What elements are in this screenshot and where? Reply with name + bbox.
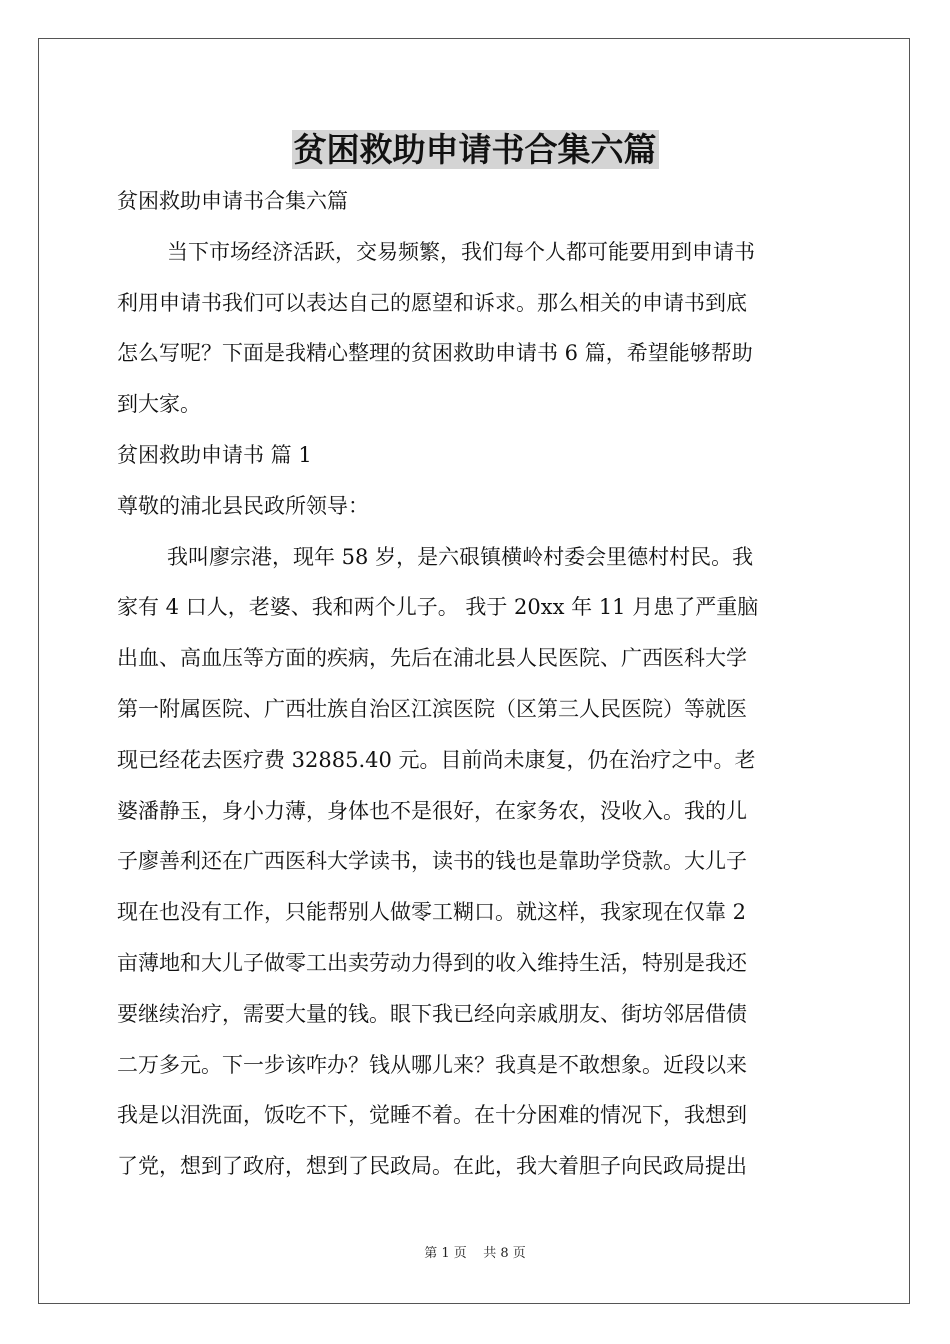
paragraph-line: 现在也没有工作，只能帮别人做零工糊口。就这样，我家现在仅靠 2	[117, 900, 747, 925]
paragraph-line: 亩薄地和大儿子做零工出卖劳动力得到的收入维持生活，特别是我还	[117, 950, 747, 975]
page-number: 第 1 页 共 8 页	[424, 1246, 526, 1261]
paragraph-line: 了党，想到了政府，想到了民政局。在此，我大着胆子向民政局提出	[117, 1154, 747, 1179]
document-title-text: 贫困救助申请书合集六篇	[293, 130, 657, 169]
section-heading: 贫困救助申请书 篇 1	[117, 442, 312, 467]
paragraph-line: 到大家。	[117, 392, 201, 417]
paragraph-line: 家有 4 口人，老婆、我和两个儿子。 我于 20xx 年 11 月患了严重脑	[117, 595, 759, 620]
paragraph-line: 我叫廖宗港，现年 58 岁，是六硍镇横岭村委会里德村村民。我	[167, 544, 754, 569]
paragraph-line: 第一附属医院、广西壮族自治区江滨医院（区第三人民医院）等就医	[117, 696, 747, 721]
paragraph-line: 子廖善利还在广西医科大学读书，读书的钱也是靠助学贷款。大儿子	[117, 849, 747, 874]
paragraph-line: 要继续治疗，需要大量的钱。眼下我已经向亲戚朋友、街坊邻居借债	[117, 1001, 747, 1026]
paragraph-line: 怎么写呢？下面是我精心整理的贫困救助申请书 6 篇，希望能够帮助	[117, 341, 753, 366]
paragraph-line: 二万多元。下一步该咋办？钱从哪儿来？我真是不敢想象。近段以来	[117, 1052, 747, 1077]
paragraph-line: 出血、高血压等方面的疾病，先后在浦北县人民医院、广西医科大学	[117, 646, 747, 671]
salutation-line: 尊敬的浦北县民政所领导：	[117, 493, 369, 518]
paragraph-line: 婆潘静玉，身小力薄，身体也不是很好，在家务农，没收入。我的儿	[117, 798, 747, 823]
page-footer	[0, 1244, 950, 1264]
paragraph-line: 现已经花去医疗费 32885.40 元。目前尚未康复，仍在治疗之中。老	[117, 747, 756, 772]
document-title	[0, 124, 950, 176]
paragraph-line: 利用申请书我们可以表达自己的愿望和诉求。那么相关的申请书到底	[117, 290, 747, 315]
subtitle-line: 贫困救助申请书合集六篇	[117, 189, 348, 213]
paragraph-line: 我是以泪洗面，饭吃不下，觉睡不着。在十分困难的情况下，我想到	[117, 1103, 747, 1128]
paragraph-line: 当下市场经济活跃，交易频繁，我们每个人都可能要用到申请书	[167, 239, 755, 264]
document-body	[117, 176, 833, 1192]
